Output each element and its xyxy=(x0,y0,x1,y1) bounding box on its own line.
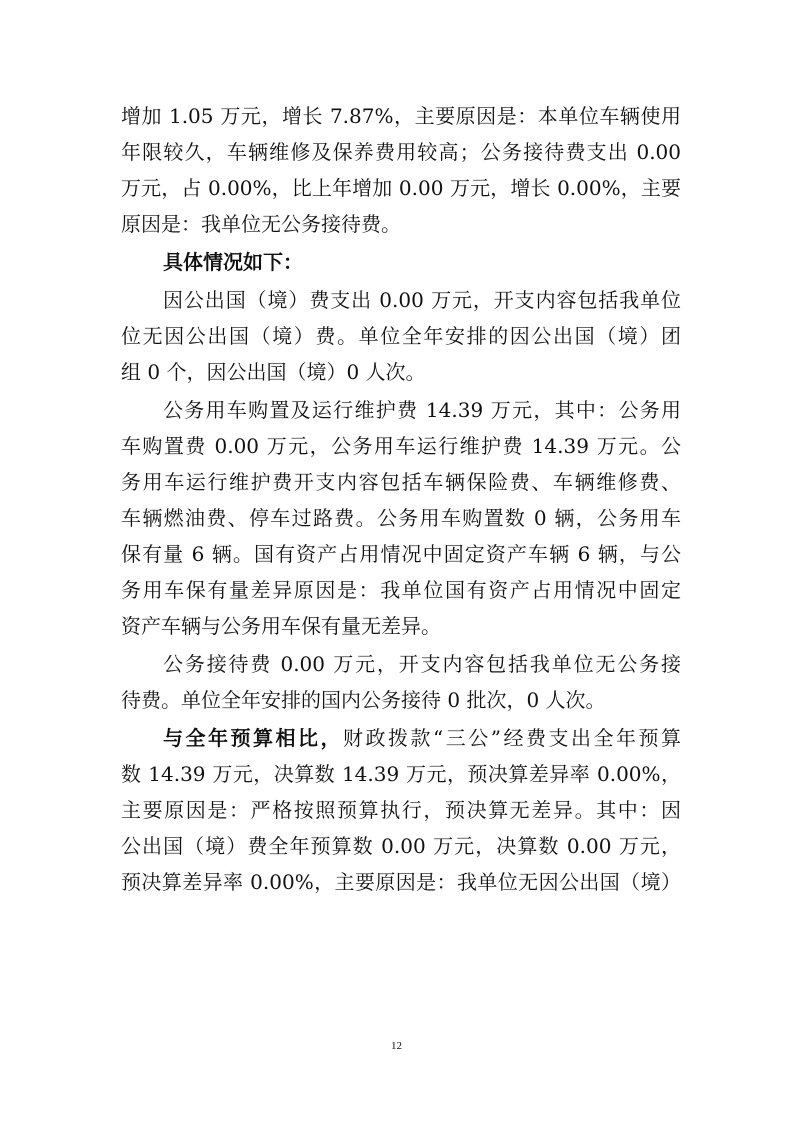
paragraph-line: 保有量 6 辆。国有资产占用情况中固定资产车辆 6 辆，与公 xyxy=(121,542,681,566)
document-body xyxy=(121,98,681,900)
line-text: 财政拨款“三公”经费支出全年预算 xyxy=(343,726,682,750)
paragraph-line: 增加 1.05 万元，增长 7.87%，主要原因是：本单位车辆使用 xyxy=(121,104,681,128)
paragraph-line: 公务用车购置及运行维护费 14.39 万元，其中：公务用 xyxy=(163,398,681,422)
paragraph-line: 资产车辆与公务用车保有量无差异。 xyxy=(121,614,441,638)
bold-lead-in: 与全年预算相比， xyxy=(163,726,344,750)
paragraph-line: 年限较久，车辆维修及保养费用较高；公务接待费支出 0.00 xyxy=(121,140,681,164)
paragraph-line: 务用车运行维护费开支内容包括车辆保险费、车辆维修费、 xyxy=(121,470,681,494)
section-heading: 具体情况如下： xyxy=(163,250,303,274)
paragraph-line: 车辆燃油费、停车过路费。公务用车购置数 0 辆，公务用车 xyxy=(121,506,681,530)
paragraph-line: 数 14.39 万元，决算数 14.39 万元，预决算差异率 0.00%， xyxy=(121,762,681,786)
paragraph-line: 车购置费 0.00 万元，公务用车运行维护费 14.39 万元。公 xyxy=(121,434,681,458)
paragraph-line: 公出国（境）费全年预算数 0.00 万元，决算数 0.00 万元， xyxy=(121,834,681,858)
paragraph-line: 主要原因是：严格按照预算执行，预决算无差异。其中：因 xyxy=(121,798,681,822)
paragraph-line: 预决算差异率 0.00%，主要原因是：我单位无因公出国（境） xyxy=(121,870,681,894)
paragraph-line: 原因是：我单位无公务接待费。 xyxy=(121,212,401,236)
page-number: 12 xyxy=(391,1040,402,1052)
paragraph-line: 组 0 个，因公出国（境）0 人次。 xyxy=(121,360,426,384)
paragraph-line: 因公出国（境）费支出 0.00 万元，开支内容包括我单位 xyxy=(163,288,681,312)
paragraph-line xyxy=(121,720,681,756)
paragraph-line: 务用车保有量差异原因是：我单位国有资产占用情况中固定 xyxy=(121,578,681,602)
paragraph-line: 位无因公出国（境）费。单位全年安排的因公出国（境）团 xyxy=(121,324,681,348)
paragraph-line: 公务接待费 0.00 万元，开支内容包括我单位无公务接 xyxy=(163,652,681,676)
paragraph-line: 万元，占 0.00%，比上年增加 0.00 万元，增长 0.00%，主要 xyxy=(121,176,681,200)
paragraph-line: 待费。单位全年安排的国内公务接待 0 批次，0 人次。 xyxy=(121,688,606,712)
